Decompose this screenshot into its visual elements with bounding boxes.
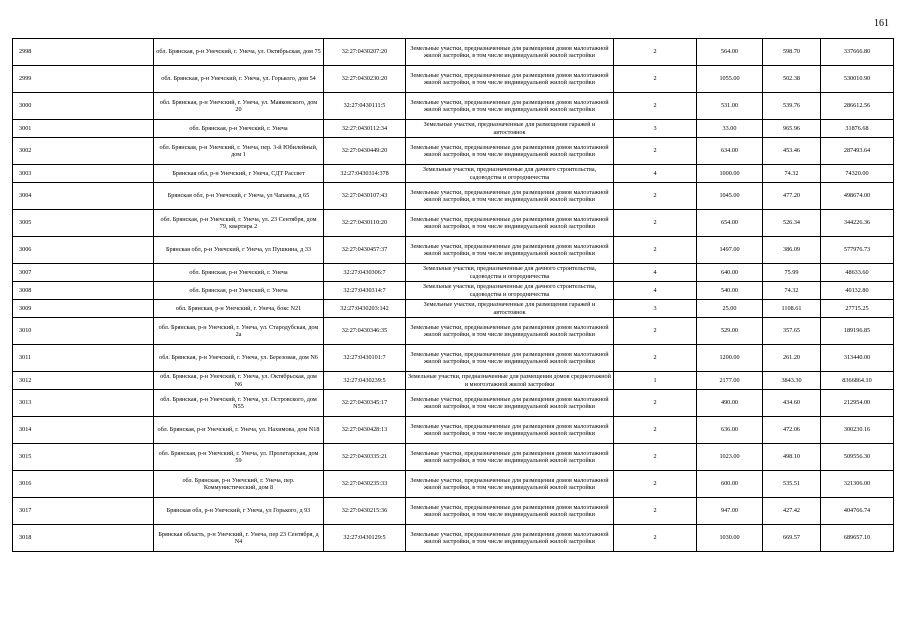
specific-value-cell: 357.65	[763, 318, 821, 345]
land-use-cell: Земельные участки, предназначенные для размещения гаражей и автостоянок	[406, 300, 614, 318]
group-cell: 2	[614, 498, 697, 525]
land-use-cell: Земельные участки, предназначенные для размещения домов малоэтажной жилой застройки, в том числе индивидуальной жилой застройки	[406, 498, 614, 525]
specific-value-cell: 539.76	[763, 93, 821, 120]
row-number: 3007	[13, 264, 154, 282]
cadastral-value-cell: 404766.74	[821, 498, 894, 525]
cadastral-value-cell: 48633.60	[821, 264, 894, 282]
area-cell: 1497.00	[697, 237, 763, 264]
cadastral-value-cell: 689657.10	[821, 525, 894, 552]
cadastral-number-cell: 32:27:0430314:378	[324, 165, 406, 183]
table-row	[13, 93, 894, 120]
cadastral-value-cell: 530010.90	[821, 66, 894, 93]
table-row	[13, 444, 894, 471]
cadastral-number-cell: 32:27:0430235:33	[324, 471, 406, 498]
specific-value-cell: 261.20	[763, 345, 821, 372]
table-row	[13, 282, 894, 300]
address-cell: обл. Брянская, р-н Унечский, г. Унеча, ул. Маяковского, дом 20	[154, 93, 324, 120]
row-number: 3003	[13, 165, 154, 183]
table-row	[13, 165, 894, 183]
specific-value-cell: 472.06	[763, 417, 821, 444]
specific-value-cell: 453.46	[763, 138, 821, 165]
group-cell: 2	[614, 210, 697, 237]
area-cell: 634.00	[697, 138, 763, 165]
specific-value-cell: 386.09	[763, 237, 821, 264]
row-number: 2999	[13, 66, 154, 93]
cadastral-number-cell: 32:27:0430101:7	[324, 345, 406, 372]
group-cell: 2	[614, 183, 697, 210]
group-cell: 2	[614, 345, 697, 372]
cadastral-value-cell: 498674.00	[821, 183, 894, 210]
area-cell: 564.00	[697, 39, 763, 66]
area-cell: 1023.00	[697, 444, 763, 471]
area-cell: 1045.00	[697, 183, 763, 210]
address-cell: обл. Брянская, р-н Унечский, г. Унеча, ул. Пролетарская, дом 59	[154, 444, 324, 471]
group-cell: 2	[614, 318, 697, 345]
row-number: 3018	[13, 525, 154, 552]
address-cell: обл. Брянская, р-н Унечский, г. Унеча, ул. Октябрьская, дом N6	[154, 372, 324, 390]
land-use-cell: Земельные участки, предназначенные для размещения домов малоэтажной жилой застройки, в том числе индивидуальной жилой застройки	[406, 39, 614, 66]
cadastral-number-cell: 32:27:0430314:7	[324, 282, 406, 300]
row-number: 2998	[13, 39, 154, 66]
table-row	[13, 183, 894, 210]
area-cell: 2177.00	[697, 372, 763, 390]
cadastral-value-cell: 509556.30	[821, 444, 894, 471]
address-cell: обл. Брянская, р-н Унечский, г. Унеча, ул. Островского, дом N55	[154, 390, 324, 417]
land-use-cell: Земельные участки, предназначенные для размещения домов малоэтажной жилой застройки, в том числе индивидуальной жилой застройки	[406, 525, 614, 552]
group-cell: 2	[614, 138, 697, 165]
group-cell: 2	[614, 237, 697, 264]
cadastral-number-cell: 32:27:0430345:17	[324, 390, 406, 417]
specific-value-cell: 427.42	[763, 498, 821, 525]
area-cell: 490.00	[697, 390, 763, 417]
cadastral-number-cell: 32:27:0430110:20	[324, 210, 406, 237]
cadastral-value-cell: 27715.25	[821, 300, 894, 318]
row-number: 3016	[13, 471, 154, 498]
cadastral-value-cell: 321306.00	[821, 471, 894, 498]
address-cell: обл. Брянская, р-н Унечский, г. Унеча, ул. Октябрьская, дом 75	[154, 39, 324, 66]
cadastral-value-cell: 337666.80	[821, 39, 894, 66]
group-cell: 3	[614, 120, 697, 138]
area-cell: 1000.00	[697, 165, 763, 183]
address-cell: обл. Брянская, р-н Унечский, г. Унеча, ул. Стародубская, дом 2а	[154, 318, 324, 345]
land-use-cell: Земельные участки, предназначенные для размещения домов малоэтажной жилой застройки, в том числе индивидуальной жилой застройки	[406, 237, 614, 264]
land-use-cell: Земельные участки, предназначенные для размещения домов малоэтажной жилой застройки, в том числе индивидуальной жилой застройки	[406, 318, 614, 345]
area-cell: 1200.00	[697, 345, 763, 372]
land-use-cell: Земельные участки, предназначенные для размещения домов малоэтажной жилой застройки, в том числе индивидуальной жилой застройки	[406, 138, 614, 165]
page-number: 161	[874, 18, 889, 29]
land-use-cell: Земельные участки, предназначенные для размещения домов малоэтажной жилой застройки, в том числе индивидуальной жилой застройки	[406, 66, 614, 93]
area-cell: 529.00	[697, 318, 763, 345]
address-cell: обл. Брянская, р-н Унечский, г. Унеча, ул. Нахимова, дом N18	[154, 417, 324, 444]
address-cell: обл. Брянская, р-н Унечский, г. Унеча, ул. Березовая, дом N6	[154, 345, 324, 372]
area-cell: 33.00	[697, 120, 763, 138]
group-cell: 2	[614, 390, 697, 417]
row-number: 3005	[13, 210, 154, 237]
table-row	[13, 525, 894, 552]
cadastral-value-cell: 189196.85	[821, 318, 894, 345]
address-cell: обл. Брянская, р-н Унечский, г. Унеча	[154, 264, 324, 282]
cadastral-value-cell: 31876.68	[821, 120, 894, 138]
row-number: 3004	[13, 183, 154, 210]
cadastral-value-cell: 212954.00	[821, 390, 894, 417]
table-row	[13, 300, 894, 318]
land-use-cell: Земельные участки, предназначенные для размещения домов малоэтажной жилой застройки, в том числе индивидуальной жилой застройки	[406, 444, 614, 471]
group-cell: 4	[614, 282, 697, 300]
area-cell: 540.00	[697, 282, 763, 300]
table-row	[13, 417, 894, 444]
land-use-cell: Земельные участки, предназначенные для дачного строительства, садоводства и огородничества	[406, 165, 614, 183]
land-use-cell: Земельные участки, предназначенные для размещения домов малоэтажной жилой застройки, в том числе индивидуальной жилой застройки	[406, 93, 614, 120]
specific-value-cell: 74.32	[763, 282, 821, 300]
cadastral-value-cell: 287493.64	[821, 138, 894, 165]
table-row	[13, 39, 894, 66]
cadastral-number-cell: 32:27:0430111:5	[324, 93, 406, 120]
area-cell: 1030.00	[697, 525, 763, 552]
specific-value-cell: 535.51	[763, 471, 821, 498]
row-number: 3017	[13, 498, 154, 525]
specific-value-cell: 669.57	[763, 525, 821, 552]
address-cell: обл. Брянская, р-н Унечский, г. Унеча, ул. Горького, дом 54	[154, 66, 324, 93]
land-valuation-table	[12, 38, 894, 552]
group-cell: 1	[614, 372, 697, 390]
cadastral-number-cell: 32:27:0430203:142	[324, 300, 406, 318]
row-number: 3001	[13, 120, 154, 138]
table-row	[13, 264, 894, 282]
row-number: 3008	[13, 282, 154, 300]
table-row	[13, 318, 894, 345]
group-cell: 2	[614, 93, 697, 120]
land-use-cell: Земельные участки, предназначенные для размещения домов малоэтажной жилой застройки, в том числе индивидуальной жилой застройки	[406, 417, 614, 444]
specific-value-cell: 526.34	[763, 210, 821, 237]
cadastral-value-cell: 40132.80	[821, 282, 894, 300]
address-cell: обл. Брянская, р-н Унечский, г. Унеча	[154, 120, 324, 138]
cadastral-value-cell: 344226.36	[821, 210, 894, 237]
area-cell: 640.00	[697, 264, 763, 282]
land-use-cell: Земельные участки, предназначенные для дачного строительства, садоводства и огородничества	[406, 282, 614, 300]
cadastral-value-cell: 8366864.10	[821, 372, 894, 390]
group-cell: 4	[614, 264, 697, 282]
specific-value-cell: 1108.61	[763, 300, 821, 318]
group-cell: 2	[614, 417, 697, 444]
land-use-cell: Земельные участки, предназначенные для размещения домов малоэтажной жилой застройки, в том числе индивидуальной жилой застройки	[406, 471, 614, 498]
row-number: 3009	[13, 300, 154, 318]
area-cell: 654.00	[697, 210, 763, 237]
cadastral-value-cell: 300230.16	[821, 417, 894, 444]
cadastral-number-cell: 32:27:0430129:5	[324, 525, 406, 552]
row-number: 3012	[13, 372, 154, 390]
area-cell: 531.00	[697, 93, 763, 120]
land-use-cell: Земельные участки, предназначенные для размещения домов малоэтажной жилой застройки, в том числе индивидуальной жилой застройки	[406, 345, 614, 372]
table-row	[13, 120, 894, 138]
group-cell: 2	[614, 471, 697, 498]
table-row	[13, 138, 894, 165]
area-cell: 947.00	[697, 498, 763, 525]
specific-value-cell: 75.99	[763, 264, 821, 282]
group-cell: 4	[614, 165, 697, 183]
land-use-cell: Земельные участки, предназначенные для размещения домов малоэтажной жилой застройки, в том числе индивидуальной жилой застройки	[406, 210, 614, 237]
group-cell: 2	[614, 444, 697, 471]
table-body	[13, 39, 894, 552]
land-use-cell: Земельные участки, предназначенные для размещения домов малоэтажной жилой застройки, в том числе индивидуальной жилой застройки	[406, 390, 614, 417]
cadastral-number-cell: 32:27:0430112:34	[324, 120, 406, 138]
area-cell: 636.00	[697, 417, 763, 444]
specific-value-cell: 965.96	[763, 120, 821, 138]
cadastral-value-cell: 74320.00	[821, 165, 894, 183]
table-row	[13, 372, 894, 390]
land-use-cell: Земельные участки, предназначенные для размещения домов среднеэтажной и многоэтажной жилой застройки	[406, 372, 614, 390]
specific-value-cell: 74.32	[763, 165, 821, 183]
row-number: 3011	[13, 345, 154, 372]
address-cell: Брянская обл, р-н Унечский, г Унеча, ул Пушкина, д 33	[154, 237, 324, 264]
area-cell: 600.00	[697, 471, 763, 498]
cadastral-number-cell: 32:27:0430215:36	[324, 498, 406, 525]
land-use-cell: Земельные участки, предназначенные для размещения домов малоэтажной жилой застройки, в том числе индивидуальной жилой застройки	[406, 183, 614, 210]
cadastral-number-cell: 32:27:0430335:21	[324, 444, 406, 471]
specific-value-cell: 477.20	[763, 183, 821, 210]
specific-value-cell: 434.60	[763, 390, 821, 417]
cadastral-number-cell: 32:27:0430107:43	[324, 183, 406, 210]
cadastral-value-cell: 577976.73	[821, 237, 894, 264]
address-cell: обл. Брянская, р-н Унечский, г. Унеча, бокс N21	[154, 300, 324, 318]
group-cell: 2	[614, 525, 697, 552]
table-row	[13, 237, 894, 264]
group-cell: 2	[614, 39, 697, 66]
table-row	[13, 390, 894, 417]
cadastral-number-cell: 32:27:0430230:20	[324, 66, 406, 93]
table-row	[13, 66, 894, 93]
cadastral-number-cell: 32:27:0430428:13	[324, 417, 406, 444]
row-number: 3013	[13, 390, 154, 417]
row-number: 3014	[13, 417, 154, 444]
row-number: 3002	[13, 138, 154, 165]
row-number: 3015	[13, 444, 154, 471]
area-cell: 25.00	[697, 300, 763, 318]
group-cell: 3	[614, 300, 697, 318]
address-cell: обл. Брянская, р-н Унечский, г. Унеча, ул. 23 Сентября, дом 79, квартира 2	[154, 210, 324, 237]
cadastral-number-cell: 32:27:0430207:20	[324, 39, 406, 66]
specific-value-cell: 502.38	[763, 66, 821, 93]
address-cell: Брянская обл, р-н Унечский, г Унеча, ул Чапаева, д 65	[154, 183, 324, 210]
address-cell: Брянская обл, р-н Унечский, г Унеча, СДТ Рассвет	[154, 165, 324, 183]
table-row	[13, 498, 894, 525]
address-cell: обл. Брянская, р-н Унечский, г. Унеча	[154, 282, 324, 300]
cadastral-value-cell: 286612.56	[821, 93, 894, 120]
cadastral-number-cell: 32:27:0430449:20	[324, 138, 406, 165]
specific-value-cell: 3843.30	[763, 372, 821, 390]
row-number: 3006	[13, 237, 154, 264]
table-row	[13, 210, 894, 237]
area-cell: 1055.00	[697, 66, 763, 93]
cadastral-number-cell: 32:27:0430306:7	[324, 264, 406, 282]
address-cell: обл. Брянская, р-н Унечский, г. Унеча, пер. Коммунистический, дом 8	[154, 471, 324, 498]
specific-value-cell: 498.10	[763, 444, 821, 471]
specific-value-cell: 598.70	[763, 39, 821, 66]
address-cell: Брянская область, р-н Унечский, г. Унеча, пер 23 Сентября, д N4	[154, 525, 324, 552]
row-number: 3010	[13, 318, 154, 345]
row-number: 3000	[13, 93, 154, 120]
land-use-cell: Земельные участки, предназначенные для размещения гаражей и автостоянок	[406, 120, 614, 138]
address-cell: обл. Брянская, р-н Унечский, г. Унеча, пер. 3-й Юбилейный, дом 1	[154, 138, 324, 165]
cadastral-value-cell: 313440.00	[821, 345, 894, 372]
address-cell: Брянская обл, р-н Унечский, г Унеча, ул Горького, д 93	[154, 498, 324, 525]
land-use-cell: Земельные участки, предназначенные для дачного строительства, садоводства и огородничества	[406, 264, 614, 282]
table-row	[13, 345, 894, 372]
cadastral-number-cell: 32:27:0430239:5	[324, 372, 406, 390]
table-row	[13, 471, 894, 498]
group-cell: 2	[614, 66, 697, 93]
cadastral-number-cell: 32:27:0430346:35	[324, 318, 406, 345]
cadastral-number-cell: 32:27:0430457:37	[324, 237, 406, 264]
